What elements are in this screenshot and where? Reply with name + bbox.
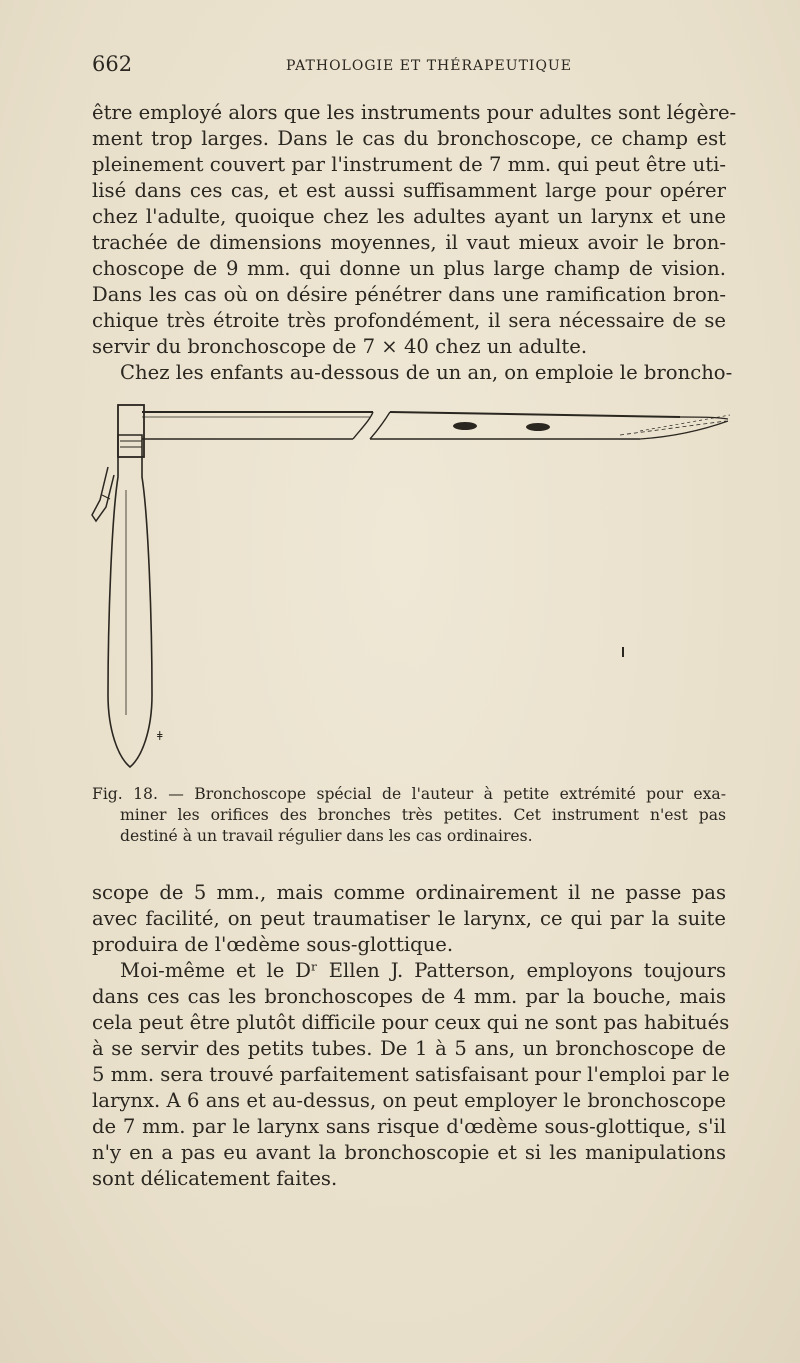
caption-line: miner les orifices des bronches très petites. Cet instrument n'est pas	[120, 806, 726, 824]
text-line: de 7 mm. par le larynx sans risque d'œdème sous-glottique, s'il	[92, 1115, 726, 1138]
text-line: servir du bronchoscope de 7 × 40 chez un adulte.	[92, 335, 588, 358]
text-line: pleinement couvert par l'instrument de 7 mm. qui peut être uti-	[92, 153, 726, 176]
text-line: ment trop larges. Dans le cas du bronchoscope, ce champ est	[92, 127, 726, 150]
text-line: scope de 5 mm., mais comme ordinairement il ne passe pas	[92, 881, 726, 904]
text-line: cela peut être plutôt difficile pour ceux qui ne sont pas habitués	[92, 1011, 730, 1034]
text-line: Dans les cas où on désire pénétrer dans une ramification bron-	[92, 283, 726, 306]
text-line: sont délicatement faites.	[92, 1167, 338, 1190]
text-line: trachée de dimensions moyennes, il vaut mieux avoir le bron-	[92, 231, 726, 254]
svg-text:ǂ: ǂ	[157, 729, 163, 743]
caption-line: Fig. 18. — Bronchoscope spécial de l'auteur à petite extrémité pour exa-	[92, 785, 726, 803]
text-line: larynx. A 6 ans et au-dessus, on peut employer le bronchoscope	[92, 1089, 726, 1112]
text-line: être employé alors que les instruments pour adultes sont légère-	[92, 101, 737, 124]
figure-caption	[92, 784, 726, 847]
text-line: lisé dans ces cas, et est aussi suffisamment large pour opérer	[92, 179, 726, 202]
page-header	[92, 52, 726, 82]
running-title: PATHOLOGIE ET THÉRAPEUTIQUE	[286, 58, 572, 74]
text-line: chique très étroite très profondément, il sera nécessaire de se	[92, 309, 726, 332]
bronchoscope-illustration	[80, 395, 740, 785]
caption-line: destiné à un travail régulier dans les cas ordinaires.	[120, 827, 533, 845]
text-line: Chez les enfants au-dessous de un an, on emploie le broncho-	[120, 361, 733, 384]
text-line: à se servir des petits tubes. De 1 à 5 ans, un bronchoscope de	[92, 1037, 726, 1060]
page-number: 662	[92, 52, 133, 76]
text-line: avec facilité, on peut traumatiser le larynx, ce qui par la suite	[92, 907, 726, 930]
text-line: chez l'adulte, quoique chez les adultes ayant un larynx et une	[92, 205, 726, 228]
handle-outline	[108, 435, 152, 767]
paragraph-instrument-sizes	[92, 100, 737, 386]
text-line: choscope de 9 mm. qui donne un plus large champ de vision.	[92, 257, 726, 280]
text-line: dans ces cas les bronchoscopes de 4 mm. par la bouche, mais	[92, 985, 726, 1008]
text-line: Moi-même et le Dʳ Ellen J. Patterson, employons toujours	[120, 959, 726, 982]
text-line: produira de l'œdème sous-glottique.	[92, 933, 454, 956]
text-line: n'y en a pas eu avant la bronchoscopie et si les manipulations	[92, 1141, 726, 1164]
paragraph-children-continued	[92, 880, 726, 958]
text-line: 5 mm. sera trouvé parfaitement satisfaisant pour l'emploi par le	[92, 1063, 730, 1086]
paragraph-patterson	[92, 958, 730, 1192]
